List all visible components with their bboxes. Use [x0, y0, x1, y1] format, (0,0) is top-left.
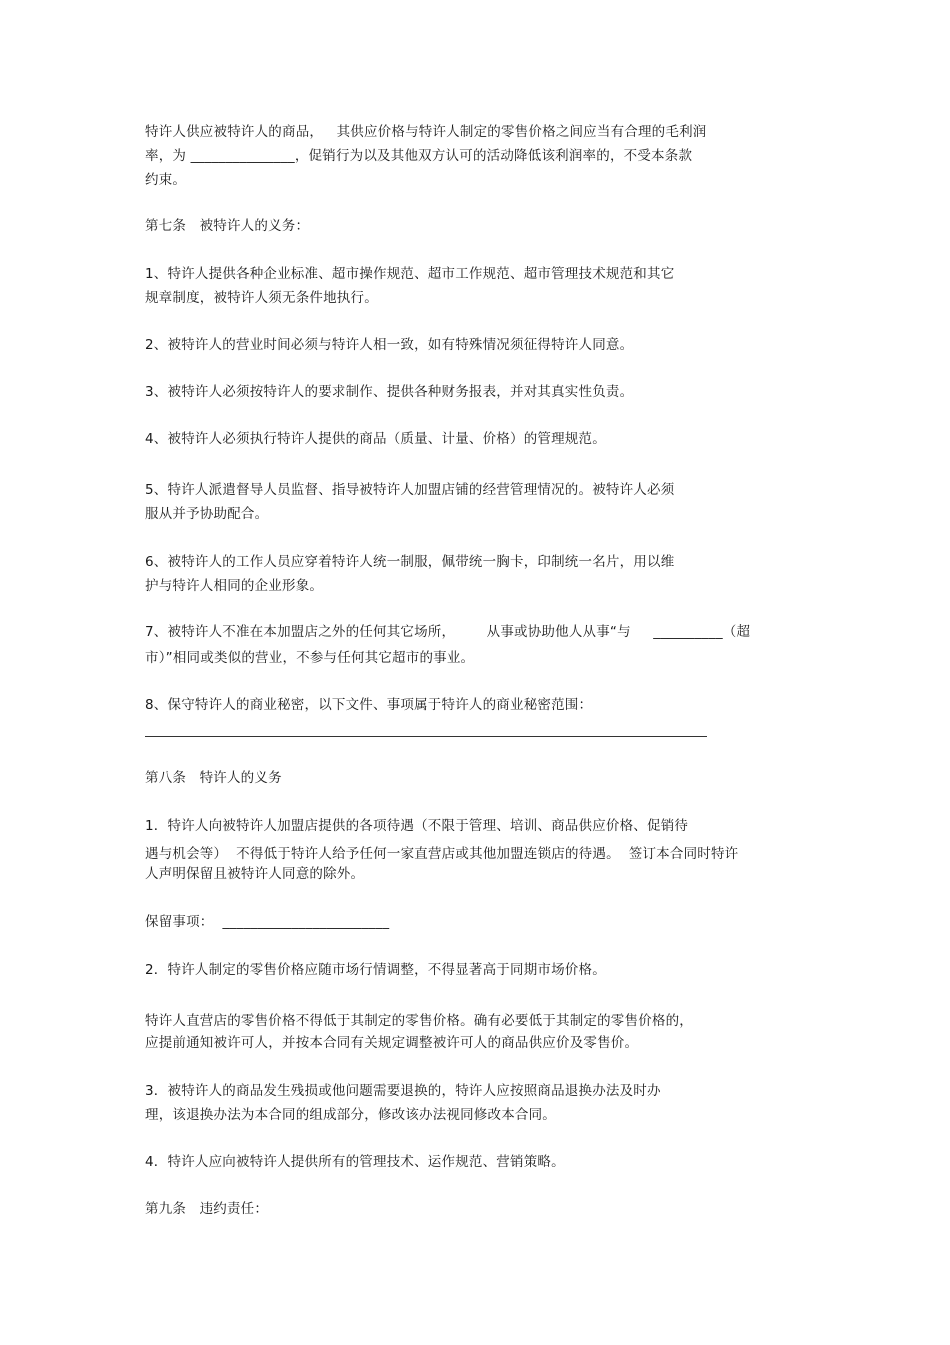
text-line: 3、被特许人必须按特许人的要求制作、提供各种财务报表，并对其真实性负责。	[145, 384, 634, 400]
text-line: 服从并予协助配合。	[145, 506, 269, 522]
text-line: 4．特许人应向被特许人提供所有的管理技术、运作规范、营销策略。	[145, 1154, 565, 1170]
text-line: 8、保守特许人的商业秘密，以下文件、事项属于特许人的商业秘密范围：	[145, 697, 593, 713]
text-line: 约束。	[145, 172, 187, 188]
text-line: 5、特许人派遣督导人员监督、指导被特许人加盟店铺的经营管理情况的。被特许人必须	[145, 482, 675, 498]
text-line: 规章制度，被特许人须无条件地执行。	[145, 290, 378, 306]
text-line: 1、特许人提供各种企业标准、超市操作规范、超市工作规范、超市管理技术规范和其它	[145, 266, 675, 282]
text-line: 遇与机会等） 不得低于特许人给予任何一家直营店或其他加盟连锁店的待遇。 签订本合同时特许	[145, 846, 739, 862]
text-line: 7、被特许人不准在本加盟店之外的任何其它场所， 从事或协助他人从事“与 __________（超	[145, 624, 751, 640]
text-line: 6、被特许人的工作人员应穿着特许人统一制服，佩带统一胸卡，印制统一名片，用以维	[145, 554, 675, 570]
text-line: 理，该退换办法为本合同的组成部分，修改该办法视同修改本合同。	[145, 1107, 556, 1123]
section-heading: 第七条 被特许人的义务：	[145, 218, 310, 234]
text-line: 人声明保留且被特许人同意的除外。	[145, 866, 365, 882]
section-heading: 第九条 违约责任：	[145, 1201, 269, 1217]
text-line: 护与特许人相同的企业形象。	[145, 578, 324, 594]
text-line: 1．特许人向被特许人加盟店提供的各项待遇（不限于管理、培训、商品供应价格、促销待	[145, 818, 689, 834]
text-line: 2、被特许人的营业时间必须与特许人相一致，如有特殊情况须征得特许人同意。	[145, 337, 634, 353]
text-line: 应提前通知被许可人，并按本合同有关规定调整被许可人的商品供应价及零售价。	[145, 1035, 639, 1051]
text-line: 市）”相同或类似的营业，不参与任何其它超市的事业。	[145, 650, 475, 666]
text-line: 特许人直营店的零售价格不得低于其制定的零售价格。确有必要低于其制定的零售价格的，	[145, 1013, 693, 1029]
section-heading: 第八条 特许人的义务	[145, 770, 282, 786]
text-line: 2．特许人制定的零售价格应随市场行情调整，不得显著高于同期市场价格。	[145, 962, 606, 978]
text-line: 特许人供应被特许人的商品， 其供应价格与特许人制定的零售价格之间应当有合理的毛利润	[145, 124, 707, 140]
blank-fill-line	[145, 736, 707, 737]
text-line: 率，为 _______________，促销行为以及其他双方认可的活动降低该利润率的，不受本条款	[145, 148, 693, 164]
text-line: 4、被特许人必须执行特许人提供的商品（质量、计量、价格）的管理规范。	[145, 431, 606, 447]
text-line: 保留事项： ________________________	[145, 914, 390, 930]
text-line: 3．被特许人的商品发生残损或他问题需要退换的，特许人应按照商品退换办法及时办	[145, 1083, 661, 1099]
